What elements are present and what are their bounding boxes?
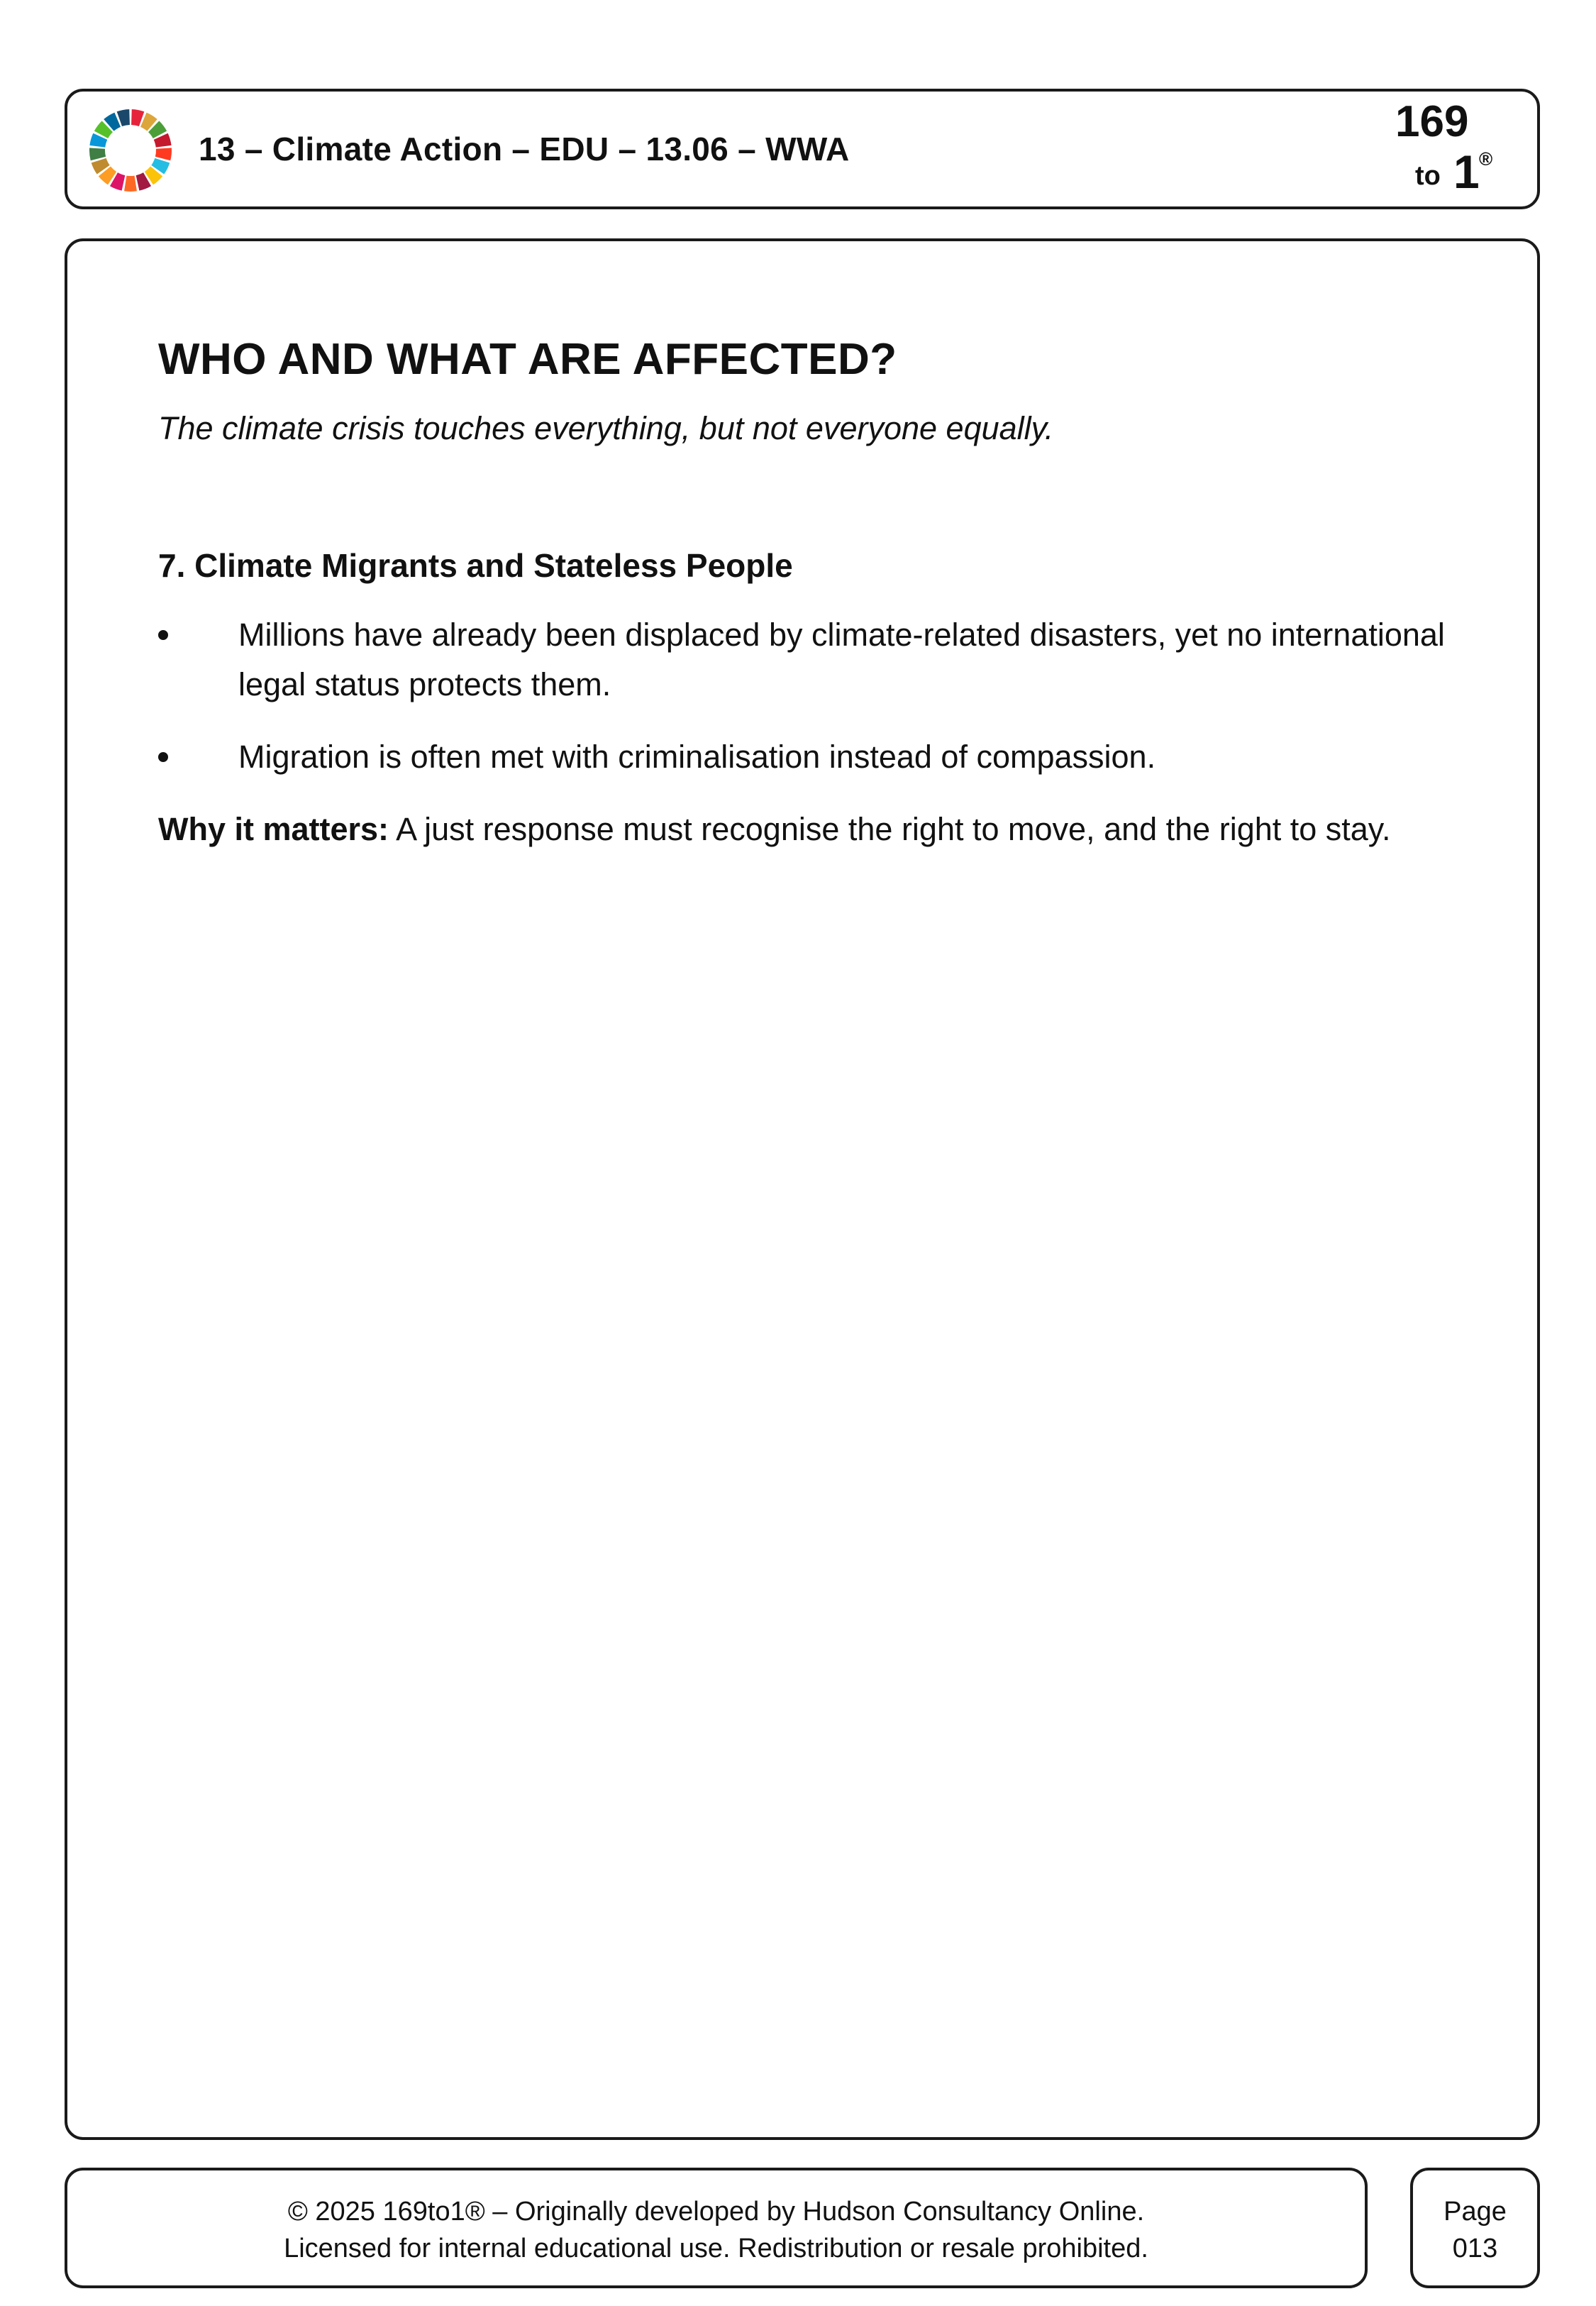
page-heading: WHO AND WHAT ARE AFFECTED? [158,335,897,384]
bullet-dot-icon [158,752,168,762]
list-item-text: Migration is often met with criminalisation instead of compassion. [238,738,1156,775]
footer-license-line: Licensed for internal educational use. Redistribution or resale prohibited. [284,2234,1148,2263]
sdg-wheel-segment [89,148,106,160]
footer-copyright-box [65,2168,1368,2288]
footer-copyright-line: © 2025 169to1® – Originally developed by Hudson Consultancy Online. [287,2197,1145,2227]
bullet-dot-icon [158,630,168,640]
brand-logo-registered: ® [1479,148,1493,170]
brand-logo [1388,97,1495,204]
list-item [158,610,1478,710]
why-it-matters-paragraph [158,805,1478,854]
sdg-wheel-segment [155,148,172,160]
page-number-box [1410,2168,1540,2288]
why-it-matters-label: Why it matters: [158,810,389,847]
list-item-text: Millions have already been displaced by climate-related disasters, yet no international legal status protects them. [238,616,1445,702]
page-label: Page [1443,2197,1507,2227]
brand-logo-to: to [1415,161,1441,191]
header-title: 13 – Climate Action – EDU – 13.06 – WWA [199,131,850,167]
section-heading: 7. Climate Migrants and Stateless People [158,547,793,585]
content-area [158,333,1478,854]
page-subtitle: The climate crisis touches everything, but not everyone equally. [158,410,1054,447]
header-bar [65,89,1540,209]
sdg-wheel-segment [124,176,137,192]
page-number: 013 [1452,2234,1498,2263]
brand-logo-number: 169 [1395,97,1469,146]
why-it-matters-text: A just response must recognise the right to move, and the right to stay. [389,810,1391,847]
brand-logo-one: 1 [1453,145,1480,198]
list-item [158,732,1478,782]
bullet-list [158,610,1478,782]
main-content-card [65,238,1540,2140]
sdg-wheel-icon [87,107,174,194]
